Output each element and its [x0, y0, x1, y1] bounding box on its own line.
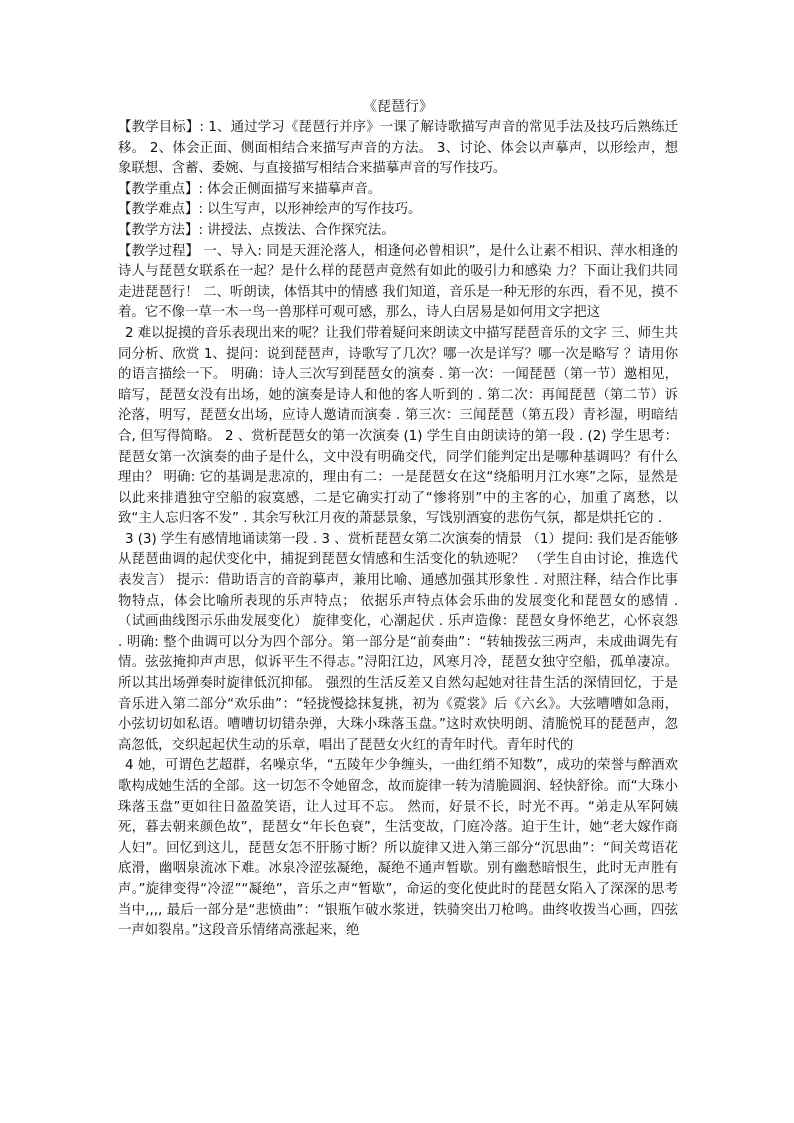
- teaching-key-points-paragraph: 【教学重点】: 体会正侧面描写来描摹声音。: [118, 181, 382, 197]
- teaching-objectives-paragraph: 【教学目标】: 1、通过学习《琵琶行并序》一课了解诗歌描写声音的常见手法及技巧后熟练迁移。 2、体会正面、侧面相结合来描写声音的方法。 3、讨论、体会以声摹声，以形绘声，想象联想、含蓄、委婉、与直接描写相结合来描摹声音的写作技巧。: [118, 120, 678, 177]
- document-page: [118, 96, 678, 942]
- analysis-paragraph-4: 4 她，可谓色艺超群，名噪京华，“五陵年少争缠头，一曲红绡不知数”，成功的荣誉与醉酒欢歌构成她生活的全部。这一切怎不令她留念，故而旋律一转为清脆圆润、轻快舒徐。而“大珠小珠落玉盘”更如往日盈盈笑语，让人过耳不忘。 然而，好景不长，时光不再。“弟走从军阿姨死，暮去朝来颜色故”，琵琶女“年长色衰”，生活变故，门庭冷落。迫于生计，她“老大嫁作商人妇”。回忆到这儿，琵琶女怎不肝肠寸断？所以旋律又进入第三部分“沉思曲”：“间关莺语花底滑，幽咽泉流冰下难。冰泉冷涩弦凝绝，凝绝不通声暂歇。别有幽愁暗恨生，此时无声胜有声。”旋律变得“冷涩”“凝绝”，音乐之声“暂歇”，命运的变化使此时的琵琶女陷入了深深的思考当中,,,, 最后一部分是“悲愤曲”：“银瓶乍破水浆迸，铁骑突出刀枪鸣。曲终收拨当心画，四弦一声如裂帛。”这段音乐情绪高涨起来，绝: [118, 758, 678, 939]
- teaching-difficulties-paragraph: 【教学难点】: 以生写声，以形神绘声的写作技巧。: [118, 202, 422, 218]
- analysis-paragraph-3: 3 (3) 学生有感情地诵读第一段 . 3 、赏析琵琶女第二次演奏的情景 （1）提问: 我们是否能够从琵琶曲调的起伏变化中，捕捉到琵琶女情感和生活变化的轨迹呢？ （学生自由讨论，推选代表发言） 提示：借助语言的音韵摹声，兼用比喻、通感加强其形象性 . 对照注释，结合作比事物特点，体会比喻所表现的乐声特点； 依据乐声特点体会乐曲的发展变化和琵琶女的感情 . （试画曲线图示乐曲发展变化） 旋律变化，心潮起伏 . 乐声造像：琵琶女身怀绝艺，心怀哀怨 . 明确: 整个曲调可以分为四个部分。第一部分是“前奏曲”：“转轴拨弦三两声，未成曲调先有情。弦弦掩抑声声思，似诉平生不得志。”浔阳江边，风寒月冷，琵琶女独守空船，孤单凄凉。所以其出场弹奏时旋律低沉抑郁。 强烈的生活反差又自然勾起她对往昔生活的深情回忆，于是音乐进入第二部分“欢乐曲”：“轻拢慢捻抹复挑，初为《霓裳》后《六幺》。大弦嘈嘈如急雨，小弦切切如私语。嘈嘈切切错杂弹，大珠小珠落玉盘。”这时欢快明朗、清脆悦耳的琵琶声，忽高忽低，交织起起伏生动的乐章，唱出了琵琶女火红的青年时代。青年时代的: [118, 531, 678, 753]
- teaching-process-paragraph: 【教学过程】 一、导入: 同是天涯沦落人，相逢何必曾相识”，是什么让素不相识、萍水相逢的诗人与琵琶女联系在一起？是什么样的琵琶声竟然有如此的吸引力和感染 力？下面让我们共同走进琵琶行！ 二、听朗读，体悟其中的情感 我们知道，音乐是一种无形的东西，看不见，摸不着。它不像一草一木一鸟一兽那样可观可感，那么，诗人白居易是如何用文字把这: [118, 243, 678, 321]
- teaching-methods-paragraph: 【教学方法】: 讲授法、点拨法、合作探究法。: [118, 222, 395, 238]
- analysis-paragraph-2: 2 难以捉摸的音乐表现出来的呢？让我们带着疑问来朗读文中描写琵琶音乐的文字 三、师生共同分析、欣赏 1、提问：说到琵琶声，诗歌写了几次？哪一次是详写？哪一次是略写 ？请用你的语言描绘一下。 明确：诗人三次写到琵琶女的演奏 . 第一次：一闻琵琶（第一节）邀相见，暗写，琵琶女没有出场，她的演奏是诗人和他的客人听到的 . 第二次：再闻琵琶（第二节）诉沦落，明写，琵琶女出场，应诗人邀请而演奏 . 第三次：三闻琵琶（第五段）青衫湿，明暗结合, 但写得简略。 2 、赏析琵琶女的第一次演奏 (1) 学生自由朗读诗的第一段 . (2) 学生思考：琵琶女第一次演奏的曲子是什么，文中没有明确交代，同学们能判定出是哪种基调吗？有什么理由？ 明确: 它的基调是悲凉的，理由有二：一是琵琶女在这“绕船明月江水寒”之际，显然是以此来排遣独守空船的寂寞感，二是它确实打动了“惨将别”中的主客的心，加重了离愁，以致“主人忘归客不发” . 其余写秋江月夜的萧瑟景象，写饯别酒宴的悲伤气氛，都是烘托它的 .: [118, 325, 678, 527]
- document-title: 《琵琶行》: [363, 99, 433, 115]
